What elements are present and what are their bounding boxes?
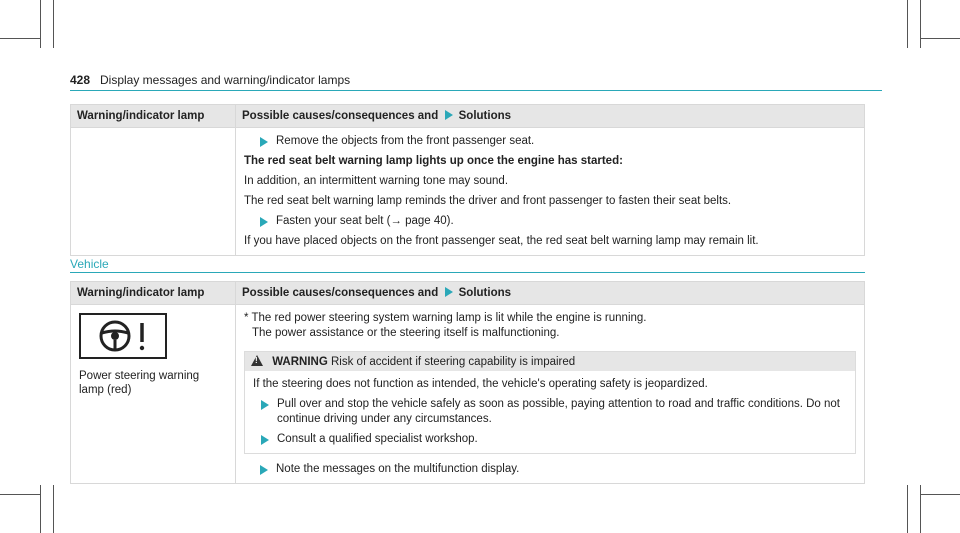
crop-mark — [920, 494, 960, 495]
crop-mark — [53, 0, 54, 48]
body-text: The red seat belt warning lamp reminds the driver and front passenger to fasten their seat belts. — [244, 195, 732, 207]
solution-arrow-icon — [445, 287, 453, 297]
solution-arrow-icon — [260, 137, 268, 147]
solution-step: Fasten your seat belt (→ page 40). — [260, 214, 856, 229]
table-header-causes: Possible causes/consequences and Solutions — [236, 105, 865, 128]
header-divider — [70, 90, 882, 91]
table-header-lamp: Warning/indicator lamp — [71, 105, 236, 128]
warning-table-2 — [70, 281, 865, 484]
crop-mark — [40, 485, 41, 533]
body-text: If you have placed objects on the front passenger seat, the red seat belt warning lamp may remain lit. — [244, 235, 759, 247]
crop-mark — [0, 38, 40, 39]
crop-mark — [907, 0, 908, 48]
page-number: 428 — [70, 73, 91, 87]
warning-triangle-icon — [251, 355, 263, 366]
warning-box — [244, 351, 856, 454]
solution-step: Note the messages on the multifunction display. — [260, 462, 856, 477]
cause-text: * The red power steering system warning lamp is lit while the engine is running. — [244, 312, 647, 324]
lamp-cell — [71, 128, 236, 256]
solution-arrow-icon — [445, 110, 453, 120]
crop-mark — [920, 0, 921, 48]
lamp-cell — [71, 305, 236, 484]
solution-arrow-icon — [260, 217, 268, 227]
solution-arrow-icon — [260, 465, 268, 475]
warning-step: Pull over and stop the vehicle safely as soon as possible, paying attention to road and traffic conditions. Do not continue driving under any circumstances. — [261, 397, 847, 427]
crop-mark — [53, 485, 54, 533]
steering-warning-icon — [79, 313, 167, 359]
bold-heading: The red seat belt warning lamp lights up once the engine has started: — [244, 155, 623, 167]
warning-header: ! WARNING Risk of accident if steering capability is impaired — [245, 352, 855, 371]
solution-step: Remove the objects from the front passenger seat. — [260, 134, 856, 149]
page-title: Display messages and warning/indicator lamps — [100, 73, 351, 87]
warning-step: Consult a qualified specialist workshop. — [261, 432, 847, 447]
crop-mark — [920, 485, 921, 533]
table-header-causes: Possible causes/consequences and Solutions — [236, 282, 865, 305]
body-text: In addition, an intermittent warning tone may sound. — [244, 175, 509, 187]
lamp-label: Power steering warning lamp (red) — [79, 370, 200, 396]
crop-mark — [40, 0, 41, 48]
section-title: Vehicle — [70, 257, 109, 271]
cause-text: The power assistance or the steering itself is malfunctioning. — [252, 327, 560, 339]
crop-mark — [907, 485, 908, 533]
warning-body — [245, 371, 855, 453]
solution-arrow-icon — [261, 435, 269, 445]
section-divider — [70, 272, 865, 273]
crop-mark — [920, 38, 960, 39]
warning-table-1 — [70, 104, 865, 256]
warning-text: If the steering does not function as intended, the vehicle's operating safety is jeopardized. — [253, 378, 708, 390]
table-header-lamp: Warning/indicator lamp — [71, 282, 236, 305]
crop-mark — [0, 494, 40, 495]
causes-cell — [236, 128, 865, 256]
solution-arrow-icon — [261, 400, 269, 410]
causes-cell — [236, 305, 865, 484]
